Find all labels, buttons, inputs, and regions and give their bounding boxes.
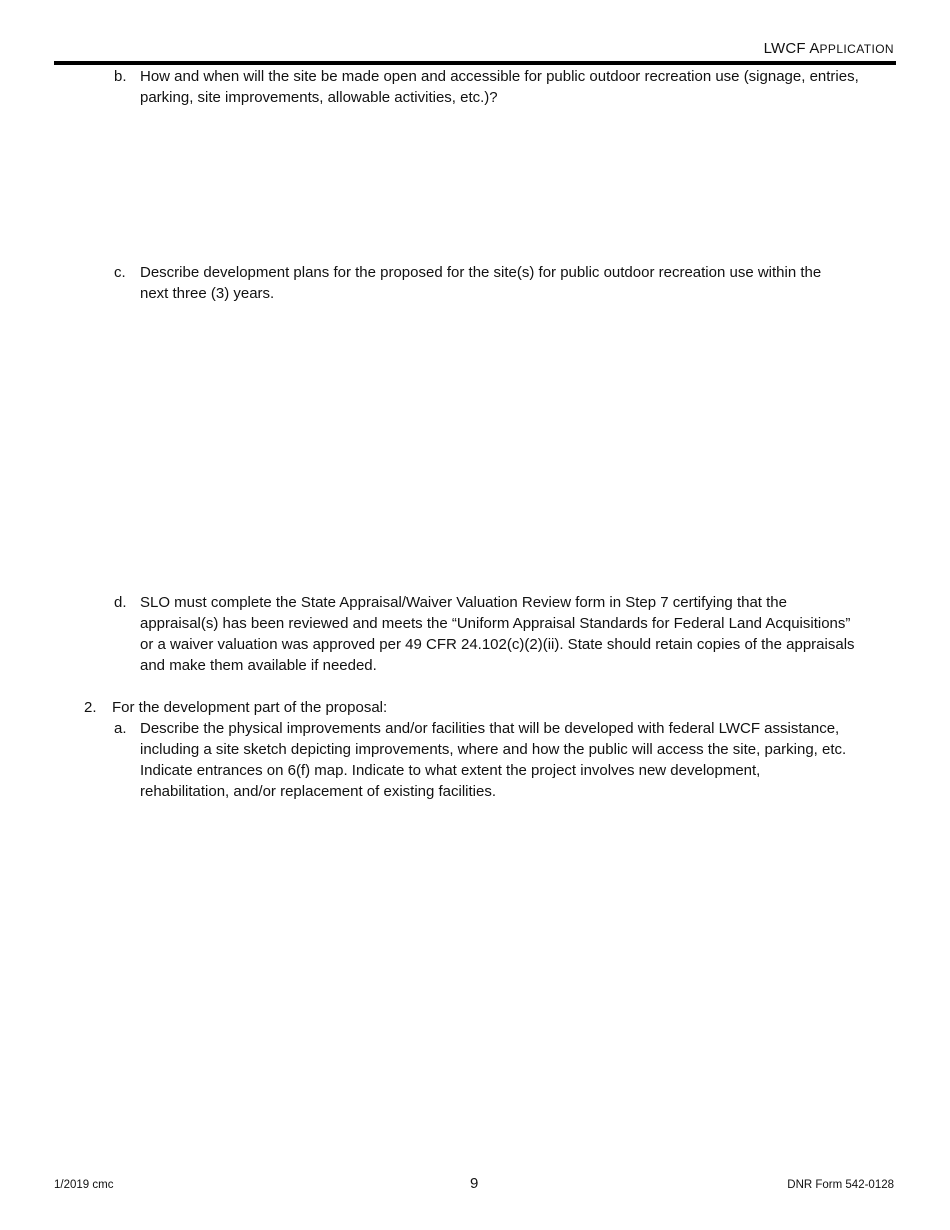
question-d-marker: d. (114, 594, 127, 611)
question-2a-marker: a. (114, 720, 127, 737)
question-2a-text (140, 718, 846, 802)
question-d-line: or a waiver valuation was approved per 49 CFR 24.102(c)(2)(ii). State should retain copies of the appraisals (140, 636, 855, 653)
section-2-marker: 2. (84, 699, 97, 716)
header-title (764, 40, 894, 57)
header-rule (54, 61, 896, 65)
question-2a-line: rehabilitation, and/or replacement of existing facilities. (140, 783, 497, 800)
question-2a-line: including a site sketch depicting improvements, where and how the public will access the site, parking, etc. (140, 741, 847, 758)
question-2a-line: Indicate entrances on 6(f) map. Indicate to what extent the project involves new development, (140, 762, 761, 779)
section-2-heading: For the development part of the proposal: (112, 699, 388, 716)
question-c-line: next three (3) years. (140, 285, 275, 302)
page-number: 9 (470, 1175, 479, 1192)
question-b-line: How and when will the site be made open and accessible for public outdoor recreation use (signage, entries, (140, 68, 859, 85)
question-2a-line: Describe the physical improvements and/or facilities that will be developed with federal LWCF assistance, (140, 720, 840, 737)
question-b (114, 66, 904, 110)
question-d-line: SLO must complete the State Appraisal/Waiver Valuation Review form in Step 7 certifying that the (140, 594, 787, 611)
question-b-marker: b. (114, 68, 127, 85)
form-number: DNR Form 542-0128 (787, 1179, 894, 1191)
question-c-text (140, 262, 821, 304)
question-c-marker: c. (114, 264, 126, 281)
question-b-text (140, 66, 859, 108)
question-d-text (140, 592, 855, 676)
question-d (114, 592, 904, 678)
question-d-line: appraisal(s) has been reviewed and meets the “Uniform Appraisal Standards for Federal Land Acquisitions” (140, 615, 851, 632)
header-title-main: LWCF A (763, 40, 820, 57)
question-b-line: parking, site improvements, allowable activities, etc.)? (140, 89, 498, 106)
question-c-line: Describe development plans for the proposed for the site(s) for public outdoor recreation use within the (140, 264, 822, 281)
footer-date: 1/2019 cmc (54, 1179, 114, 1191)
header-title-smallcaps: PPLICATION (819, 42, 894, 56)
question-c (114, 262, 904, 306)
question-d-line: and make them available if needed. (140, 657, 377, 674)
question-2a (114, 718, 904, 804)
section-2 (84, 697, 904, 718)
